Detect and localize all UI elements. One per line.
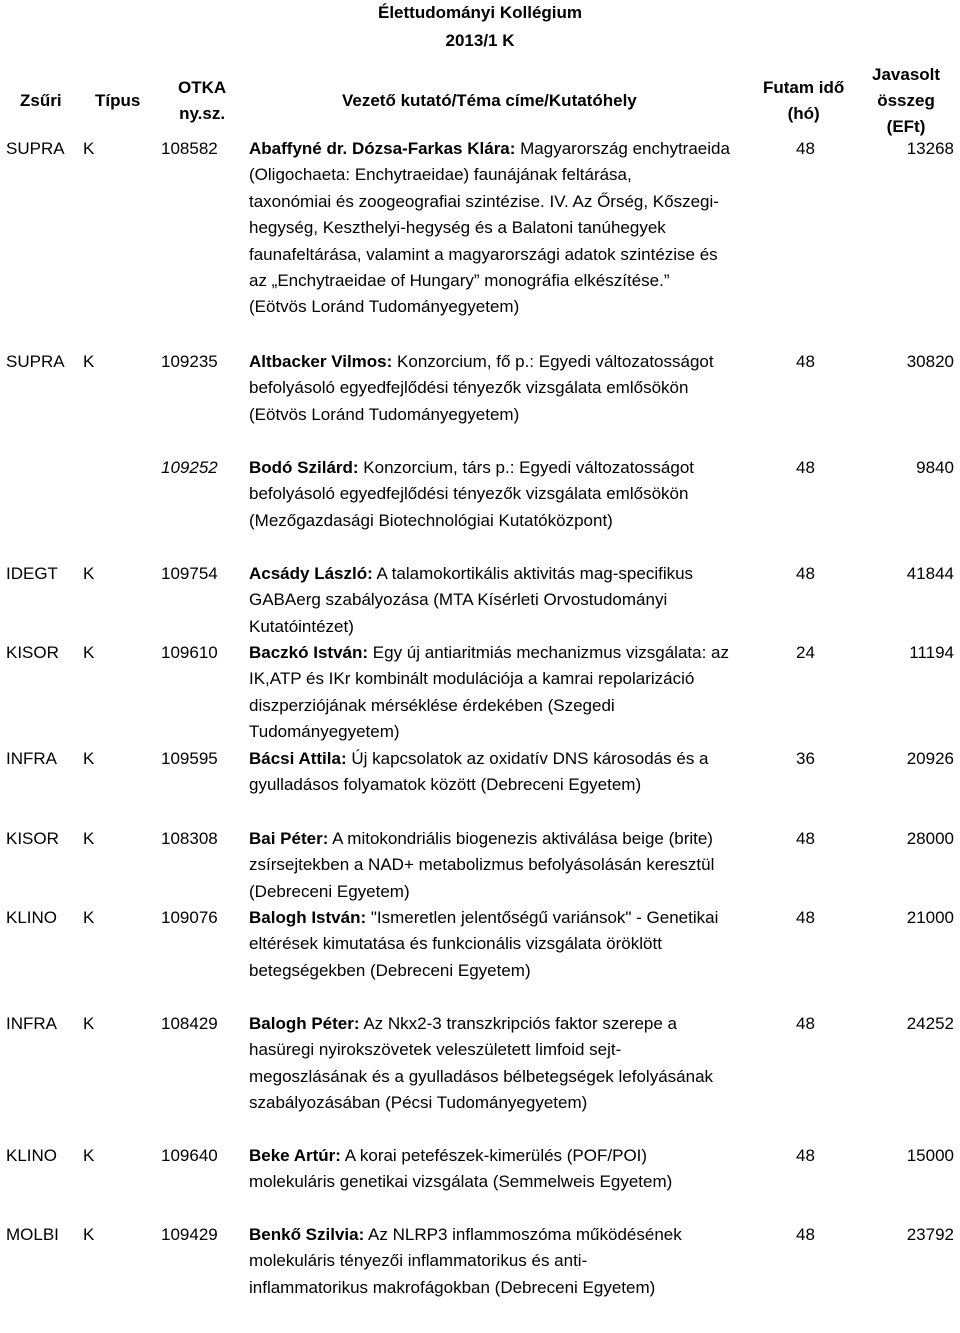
- zsuri-cell: MOLBI: [6, 1225, 59, 1244]
- title-text: A talamokortikális aktivitás mag-specifikus: [372, 564, 694, 583]
- leader-name: Beke Artúr:: [249, 1146, 341, 1165]
- description-line: molekuláris genetikai vizsgálata (Semmelweis Egyetem): [249, 1172, 673, 1192]
- col-head-vezeto: Vezető kutató/Téma címe/Kutatóhely: [342, 91, 637, 110]
- leader-name: Benkő Szilvia:: [249, 1225, 365, 1244]
- zsuri-cell: INFRA: [6, 749, 57, 768]
- project-description: [249, 826, 754, 905]
- title-text: "Ismeretlen jelentőségű variánsok" - Genetikai: [366, 908, 719, 927]
- title-text: Konzorcium, fő p.: Egyedi változatosságot: [392, 352, 714, 371]
- zsuri-cell: KLINO: [6, 908, 58, 927]
- zsuri-cell: INFRA: [6, 1014, 57, 1033]
- description-line: hasüregi nyirokszövetek veleszületett limfoid sejt-: [249, 1040, 622, 1060]
- description-line: [249, 561, 754, 587]
- osszeg-cell: 9840: [916, 458, 954, 477]
- description-line: GABAerg szabályozása (MTA Kísérleti Orvostudományi: [249, 590, 668, 610]
- description-line: (Eötvös Loránd Tudományegyetem): [249, 297, 520, 317]
- col-head-otka: [178, 75, 226, 127]
- description-line: gyulladásos folyamatok között (Debreceni Egyetem): [249, 775, 642, 795]
- osszeg-cell: 41844: [906, 564, 954, 583]
- description-line: zsírsejtekben a NAD+ metabolizmus befolyásolásán keresztül: [249, 855, 715, 875]
- description-line: [249, 1011, 754, 1037]
- leader-name: Bácsi Attila:: [249, 749, 347, 768]
- otka-id-cell: 109429: [161, 1225, 218, 1244]
- col-head-javasolt: [872, 62, 940, 140]
- description-line: [249, 136, 754, 162]
- title-text: Új kapcsolatok az oxidatív DNS károsodás és a: [346, 749, 709, 768]
- otka-id-cell: 108582: [161, 139, 218, 158]
- leader-name: Altbacker Vilmos:: [249, 352, 393, 371]
- otka-id-cell: 109235: [161, 352, 218, 371]
- description-line: (Eötvös Loránd Tudományegyetem): [249, 404, 520, 424]
- futam-cell: 48: [796, 139, 815, 158]
- tipus-cell: K: [83, 352, 95, 371]
- page-title: Élettudományi Kollégium: [377, 3, 583, 22]
- project-description: [249, 1011, 754, 1117]
- description-line: [249, 905, 754, 931]
- col-head-futam-line: (hó): [787, 104, 820, 123]
- leader-name: Bodó Szilárd:: [249, 458, 359, 477]
- tipus-cell: K: [83, 908, 95, 927]
- title-text: Magyarország enchytraeida: [515, 139, 730, 158]
- description-line: [249, 349, 754, 375]
- otka-id-cell: 109595: [161, 749, 218, 768]
- page-subtitle: 2013/1 K: [445, 31, 515, 50]
- title-text: Az NLRP3 inflammoszóma működésének: [364, 1225, 682, 1244]
- tipus-cell: K: [83, 564, 95, 583]
- col-head-javasolt-line: (EFt): [886, 117, 926, 136]
- zsuri-cell: IDEGT: [6, 564, 58, 583]
- title-text: Az Nkx2-3 transzkripciós faktor szerepe a: [359, 1014, 677, 1033]
- zsuri-cell: SUPRA: [6, 352, 65, 371]
- description-line: molekuláris tényezői inflammatorikus és anti-: [249, 1251, 588, 1271]
- description-line: (Mezőgazdasági Biotechnológiai Kutatóközpont): [249, 510, 613, 530]
- leader-name: Baczkó István:: [249, 643, 369, 662]
- description-line: Tudományegyetem): [249, 722, 400, 742]
- futam-cell: 24: [796, 643, 815, 662]
- futam-cell: 48: [796, 1225, 815, 1244]
- leader-name: Acsády László:: [249, 564, 373, 583]
- description-line: eltérések kimutatása és funkcionális vizsgálata öröklött: [249, 934, 662, 954]
- zsuri-cell: KISOR: [6, 643, 59, 662]
- col-head-futam: [763, 75, 844, 127]
- futam-cell: 48: [796, 1146, 815, 1165]
- description-line: taxonómiai és zoogeografiai szintézise. IV. Az Őrség, Kőszegi-: [249, 191, 719, 211]
- tipus-cell: K: [83, 749, 95, 768]
- col-head-zsuri: Zsűri: [20, 91, 62, 110]
- description-line: [249, 746, 754, 772]
- col-head-otka-line: OTKA: [178, 78, 227, 97]
- osszeg-cell: 20926: [906, 749, 954, 768]
- osszeg-cell: 11194: [909, 643, 954, 662]
- futam-cell: 48: [796, 829, 815, 848]
- description-line: (Debreceni Egyetem): [249, 881, 410, 901]
- title-text: A mitokondriális biogenezis aktiválása beige (brite): [328, 829, 713, 848]
- otka-id-cell: 109076: [161, 908, 218, 927]
- otka-id-cell: 108429: [161, 1014, 218, 1033]
- futam-cell: 48: [796, 458, 815, 477]
- description-line: megoszlásának és a gyulladásos bélbetegségek lefolyásának: [249, 1066, 714, 1086]
- project-description: [249, 349, 754, 428]
- project-description: [249, 1222, 754, 1301]
- leader-name: Balogh Péter:: [249, 1014, 360, 1033]
- zsuri-cell: KLINO: [6, 1146, 58, 1165]
- osszeg-cell: 13268: [906, 139, 954, 158]
- description-line: faunafeltárása, valamint a magyarországi adatok szintézise és: [249, 244, 718, 264]
- otka-id-cell: 109252: [161, 458, 218, 477]
- tipus-cell: K: [83, 139, 95, 158]
- otka-id-cell: 108308: [161, 829, 218, 848]
- tipus-cell: K: [83, 829, 95, 848]
- project-description: [249, 136, 754, 321]
- description-line: inflammatorikus makrofágokban (Debreceni Egyetem): [249, 1277, 656, 1297]
- otka-id-cell: 109640: [161, 1146, 218, 1165]
- zsuri-cell: SUPRA: [6, 139, 65, 158]
- title-text: Konzorcium, társ p.: Egyedi változatosságot: [358, 458, 695, 477]
- project-description: [249, 561, 754, 640]
- futam-cell: 48: [796, 1014, 815, 1033]
- description-line: [249, 826, 754, 852]
- description-line: befolyásoló egyedfejlődési tényezők vizsgálata emlősökön: [249, 378, 689, 398]
- description-line: hegység, Keszthelyi-hegység és a Balatoni tanúhegyek: [249, 218, 666, 238]
- osszeg-cell: 23792: [906, 1225, 954, 1244]
- osszeg-cell: 21000: [906, 908, 954, 927]
- project-description: [249, 905, 754, 984]
- description-line: Kutatóintézet): [249, 616, 354, 636]
- osszeg-cell: 24252: [906, 1014, 954, 1033]
- description-line: (Oligochaeta: Enchytraeidae) faunájának feltárása,: [249, 165, 632, 185]
- futam-cell: 48: [796, 908, 815, 927]
- osszeg-cell: 28000: [906, 829, 954, 848]
- description-line: diszperziójának mérséklése érdekében (Szegedi: [249, 695, 615, 715]
- col-head-otka-line: ny.sz.: [179, 104, 226, 123]
- col-head-javasolt-line: Javasolt: [872, 65, 941, 84]
- description-line: IK,ATP és IKr kombinált modulációja a kamrai repolarizáció: [249, 669, 695, 689]
- osszeg-cell: 30820: [906, 352, 954, 371]
- col-head-javasolt-line: összeg: [877, 91, 935, 110]
- project-description: [249, 640, 754, 746]
- futam-cell: 36: [796, 749, 815, 768]
- tipus-cell: K: [83, 1014, 95, 1033]
- description-line: [249, 1143, 754, 1169]
- otka-id-cell: 109754: [161, 564, 218, 583]
- col-head-tipus: Típus: [95, 91, 141, 110]
- title-text: A korai petefészek-kimerülés (POF/POI): [340, 1146, 648, 1165]
- leader-name: Bai Péter:: [249, 829, 329, 848]
- futam-cell: 48: [796, 564, 815, 583]
- description-line: [249, 1222, 754, 1248]
- col-head-futam-line: Futam idő: [763, 78, 845, 97]
- project-description: [249, 1143, 754, 1196]
- osszeg-cell: 15000: [906, 1146, 954, 1165]
- leader-name: Balogh István:: [249, 908, 367, 927]
- project-description: [249, 746, 754, 799]
- tipus-cell: K: [83, 1225, 95, 1244]
- otka-id-cell: 109610: [161, 643, 218, 662]
- futam-cell: 48: [796, 352, 815, 371]
- leader-name: Abaffyné dr. Dózsa-Farkas Klára:: [249, 139, 516, 158]
- description-line: befolyásoló egyedfejlődési tényezők vizsgálata emlősökön: [249, 484, 689, 504]
- description-line: betegségekben (Debreceni Egyetem): [249, 960, 531, 980]
- tipus-cell: K: [83, 1146, 95, 1165]
- tipus-cell: K: [83, 643, 95, 662]
- description-line: [249, 455, 754, 481]
- description-line: az „Enchytraeidae of Hungary” monográfia elkészítése.”: [249, 271, 670, 291]
- zsuri-cell: KISOR: [6, 829, 59, 848]
- description-line: szabályozásában (Pécsi Tudományegyetem): [249, 1093, 588, 1113]
- description-line: [249, 640, 754, 666]
- project-description: [249, 455, 754, 534]
- title-text: Egy új antiaritmiás mechanizmus vizsgálata: az: [368, 643, 729, 662]
